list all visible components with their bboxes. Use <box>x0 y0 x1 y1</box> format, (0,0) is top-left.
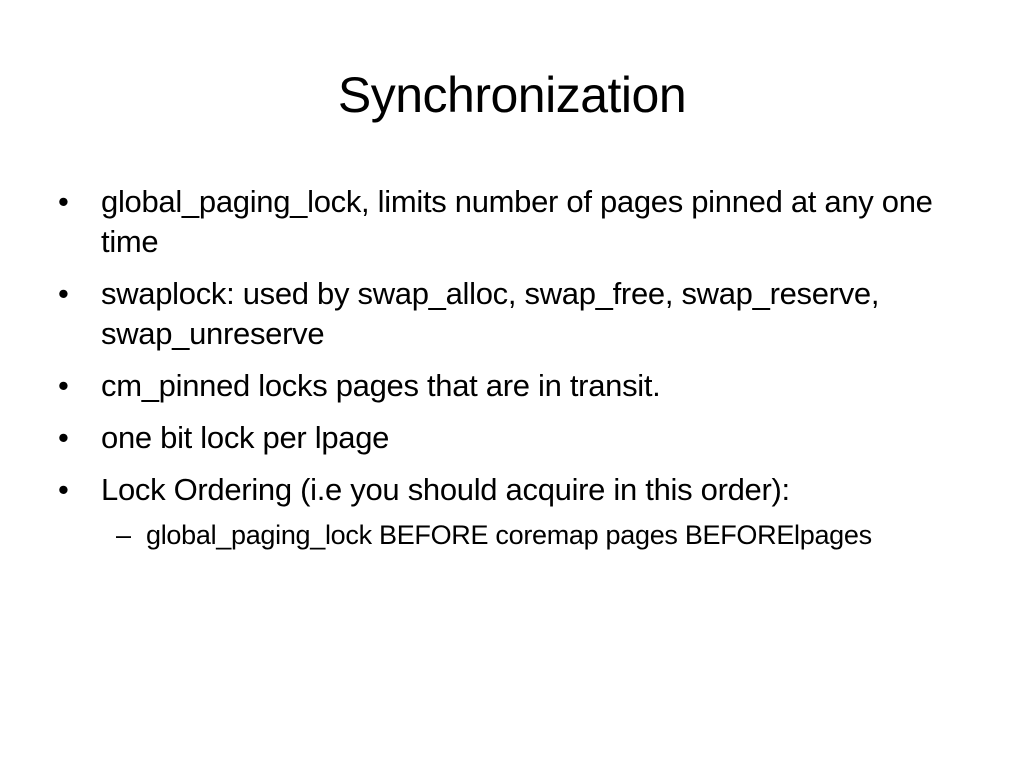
bullet-marker: • <box>58 420 69 455</box>
bullet-text: swaplock: used by swap_alloc, swap_free, swap_reserve, swap_unreserve <box>101 276 880 351</box>
bullet-marker: • <box>58 184 69 219</box>
bullet-marker: • <box>58 472 69 507</box>
bullet-text: Lock Ordering (i.e you should acquire in this order): <box>101 472 790 507</box>
bullet-item <box>58 274 938 354</box>
sub-bullet-marker: – <box>116 520 131 550</box>
bullet-item <box>58 366 938 406</box>
sub-bullet-item <box>58 518 938 553</box>
bullet-text: global_paging_lock, limits number of pages pinned at any one time <box>101 184 933 259</box>
bullet-text: cm_pinned locks pages that are in transit. <box>101 368 661 403</box>
bullet-marker: • <box>58 368 69 403</box>
bullet-item <box>58 418 938 458</box>
slide-title: Synchronization <box>337 67 687 123</box>
bullet-item <box>58 470 938 510</box>
sub-bullet-text: global_paging_lock BEFORE coremap pages BEFORElpages <box>146 520 872 550</box>
bullet-marker: • <box>58 276 69 311</box>
bullet-list <box>58 182 938 553</box>
bullet-item <box>58 182 938 262</box>
bullet-text: one bit lock per lpage <box>101 420 390 455</box>
